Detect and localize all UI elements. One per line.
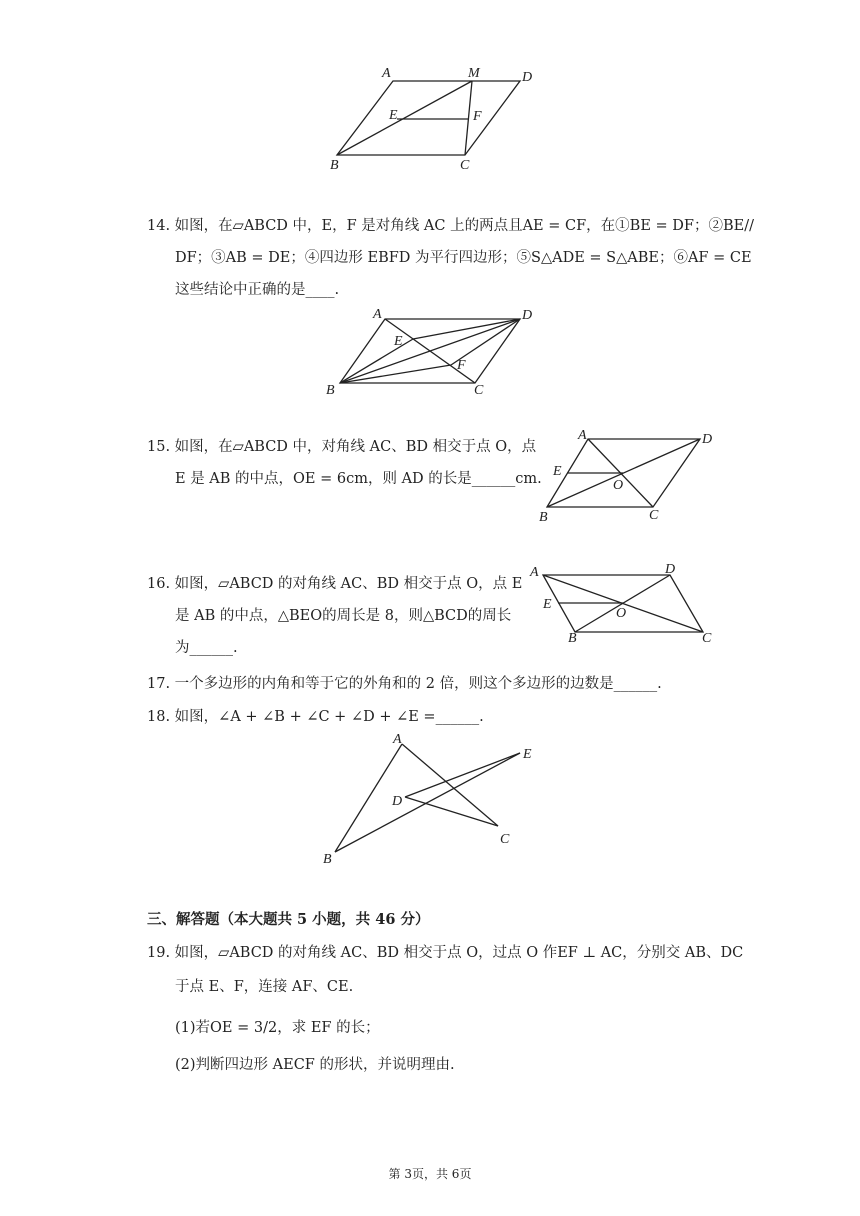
figure-q15 — [535, 425, 725, 525]
label-c: C — [649, 508, 659, 523]
figure-parallelogram-mef — [325, 62, 545, 177]
label-d: D — [702, 432, 713, 447]
label-f: F — [457, 358, 466, 373]
q14-line3: 这些结论中正确的是____. — [175, 282, 340, 298]
q17-line1: 17. 一个多边形的内角和等于它的外角和的 2 倍，则这个多边形的边数是______. — [147, 676, 662, 692]
page-footer: 第 3页，共 6页 — [388, 1167, 472, 1181]
q19-part1: (1)若OE = 3/2，求 EF 的长； — [175, 1020, 380, 1036]
label-d: D — [392, 794, 403, 809]
figure-q14 — [320, 305, 540, 397]
label-c: C — [460, 158, 470, 173]
figure-q18 — [315, 728, 545, 868]
q16-line2: 是 AB 的中点，△BEO的周长是 8，则△BCD的周长 — [175, 608, 512, 624]
label-a: A — [393, 732, 402, 747]
label-b: B — [568, 631, 577, 646]
label-e: E — [389, 108, 398, 123]
label-b: B — [330, 158, 339, 173]
label-o: O — [616, 606, 627, 621]
label-d: D — [665, 562, 676, 577]
label-b: B — [326, 383, 335, 397]
label-e: E — [543, 597, 552, 612]
q19-line2: 于点 E、F，连接 AF、CE. — [175, 979, 354, 995]
label-a: A — [373, 307, 382, 322]
q16-line3: 为______. — [175, 640, 238, 656]
label-b: B — [323, 852, 332, 867]
q15-line2: E 是 AB 的中点，OE = 6cm，则 AD 的长是______cm. — [175, 471, 542, 487]
label-a: A — [382, 66, 391, 81]
q19-part2: (2)判断四边形 AECF 的形状，并说明理由. — [175, 1057, 455, 1073]
q18-line1: 18. 如图，∠A + ∠B + ∠C + ∠D + ∠E =______. — [147, 709, 484, 725]
q16-line1: 16. 如图，▱ABCD 的对角线 AC、BD 相交于点 O，点 E — [147, 576, 523, 592]
q19-line1: 19. 如图，▱ABCD 的对角线 AC、BD 相交于点 O，过点 O 作EF ⊥ AC，分别交 AB、DC — [147, 945, 744, 961]
label-a: A — [578, 428, 587, 443]
label-f: F — [473, 109, 482, 124]
q14-line1: 14. 如图，在▱ABCD 中，E，F 是对角线 AC 上的两点且AE = CF，在①BE = DF；②BE// — [147, 218, 754, 234]
q15-line1: 15. 如图，在▱ABCD 中，对角线 AC、BD 相交于点 O，点 — [147, 439, 537, 455]
label-c: C — [474, 383, 484, 397]
label-c: C — [500, 832, 510, 847]
label-e: E — [523, 747, 532, 762]
figure-q16 — [525, 560, 720, 650]
label-a: A — [530, 565, 539, 580]
label-e: E — [394, 334, 403, 349]
label-d: D — [522, 308, 533, 323]
label-c: C — [702, 631, 712, 646]
label-e: E — [553, 464, 562, 479]
q14-line2: DF；③AB = DE；④四边形 EBFD 为平行四边形；⑤S△ADE = S△ABE；⑥AF = CE — [175, 250, 752, 266]
label-m: M — [468, 66, 480, 81]
label-o: O — [613, 478, 624, 493]
section-title: 三、解答题（本大题共 5 小题，共 46 分） — [147, 911, 430, 928]
label-b: B — [539, 510, 548, 525]
label-d: D — [522, 70, 533, 85]
